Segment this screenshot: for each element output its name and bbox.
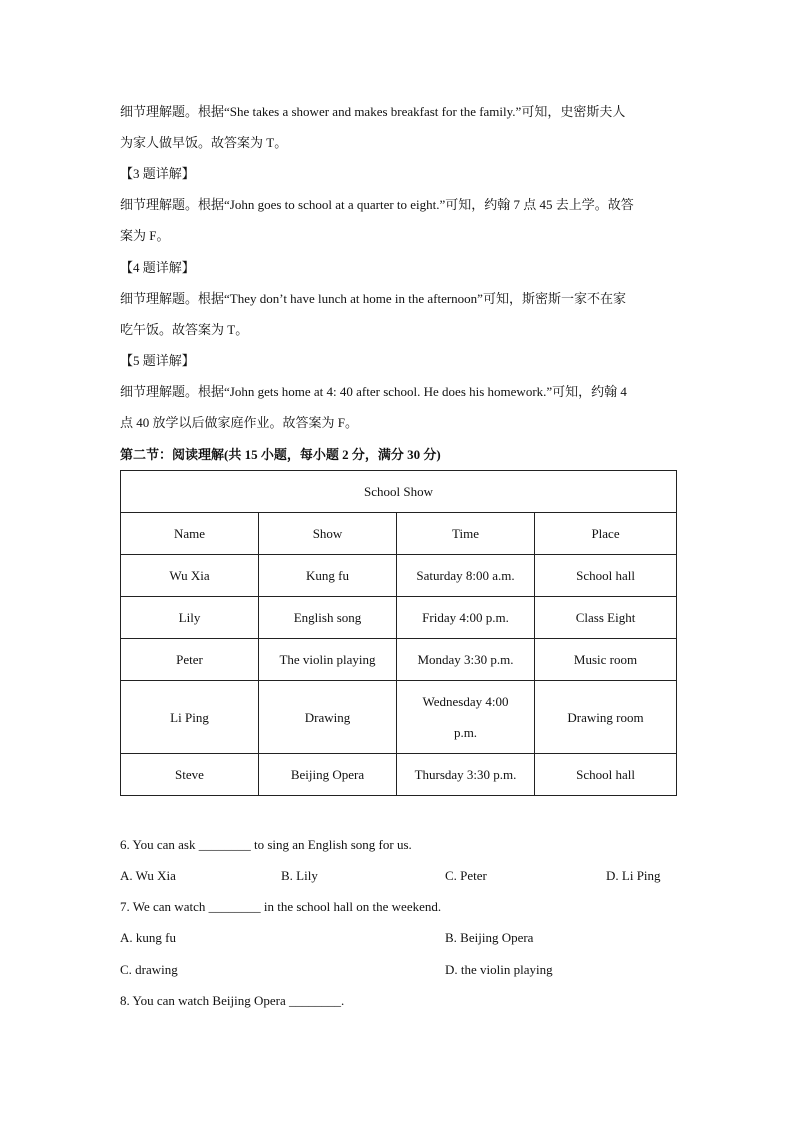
question-6-stem: 6. You can ask ________ to sing an English song for us. <box>120 837 412 852</box>
explanation-line: 为家人做早饭。故答案为 T。 <box>120 135 288 150</box>
column-header: Time <box>397 513 535 555</box>
question-7-option-b: B. Beijing Opera <box>445 930 534 945</box>
table-cell: Saturday 8:00 a.m. <box>397 555 535 597</box>
table-cell: English song <box>259 597 397 639</box>
explanation-line: 点 40 放学以后做家庭作业。故答案为 F。 <box>120 415 358 430</box>
table-cell: Monday 3:30 p.m. <box>397 639 535 681</box>
table-row <box>121 681 677 754</box>
table-row <box>121 639 677 681</box>
table-cell: The violin playing <box>259 639 397 681</box>
question-8-stem: 8. You can watch Beijing Opera ________. <box>120 993 345 1008</box>
question-7-option-d: D. the violin playing <box>445 962 553 977</box>
table-cell: Wednesday 4:00 p.m. <box>397 681 535 754</box>
table-cell: Wu Xia <box>121 555 259 597</box>
table-cell: Kung fu <box>259 555 397 597</box>
question-6-option-b: B. Lily <box>281 868 318 883</box>
explanation-line: 细节理解题。根据“They don’t have lunch at home in the afternoon”可知，斯密斯一家不在家 <box>120 291 626 306</box>
table-cell: Music room <box>535 639 677 681</box>
column-header: Show <box>259 513 397 555</box>
question-6-option-a: A. Wu Xia <box>120 868 176 883</box>
table-cell: Class Eight <box>535 597 677 639</box>
school-show-table <box>120 470 677 796</box>
table-title-row <box>121 471 677 513</box>
table-cell: Drawing <box>259 681 397 754</box>
column-header: Name <box>121 513 259 555</box>
explanation-heading: 【4 题详解】 <box>120 260 195 275</box>
column-header: Place <box>535 513 677 555</box>
table-cell: School hall <box>535 555 677 597</box>
table-cell: Peter <box>121 639 259 681</box>
table-row <box>121 555 677 597</box>
table-title: School Show <box>121 471 677 513</box>
table-row <box>121 754 677 796</box>
table-cell: Steve <box>121 754 259 796</box>
question-7-option-c: C. drawing <box>120 962 178 977</box>
question-7-option-a: A. kung fu <box>120 930 176 945</box>
section-heading: 第二节：阅读理解(共 15 小题，每小题 2 分，满分 30 分) <box>120 447 441 462</box>
table-cell: Beijing Opera <box>259 754 397 796</box>
table-cell: Li Ping <box>121 681 259 754</box>
explanation-heading: 【3 题详解】 <box>120 166 195 181</box>
table-cell: Thursday 3:30 p.m. <box>397 754 535 796</box>
explanation-line: 吃午饭。故答案为 T。 <box>120 322 249 337</box>
question-7-stem: 7. We can watch ________ in the school hall on the weekend. <box>120 899 442 914</box>
question-6-option-d: D. Li Ping <box>606 868 661 883</box>
explanation-line: 细节理解题。根据“John gets home at 4: 40 after school. He does his homework.”可知，约翰 4 <box>120 384 627 399</box>
explanation-heading: 【5 题详解】 <box>120 353 195 368</box>
explanation-line: 细节理解题。根据“John goes to school at a quarter to eight.”可知，约翰 7 点 45 去上学。故答 <box>120 197 634 212</box>
table-cell: School hall <box>535 754 677 796</box>
table-cell: Friday 4:00 p.m. <box>397 597 535 639</box>
table-header-row <box>121 513 677 555</box>
table-row <box>121 597 677 639</box>
explanation-line: 案为 F。 <box>120 228 170 243</box>
question-6-option-c: C. Peter <box>445 868 487 883</box>
table-cell: Drawing room <box>535 681 677 754</box>
table-cell: Lily <box>121 597 259 639</box>
explanation-line: 细节理解题。根据“She takes a shower and makes breakfast for the family.”可知，史密斯夫人 <box>120 104 626 119</box>
